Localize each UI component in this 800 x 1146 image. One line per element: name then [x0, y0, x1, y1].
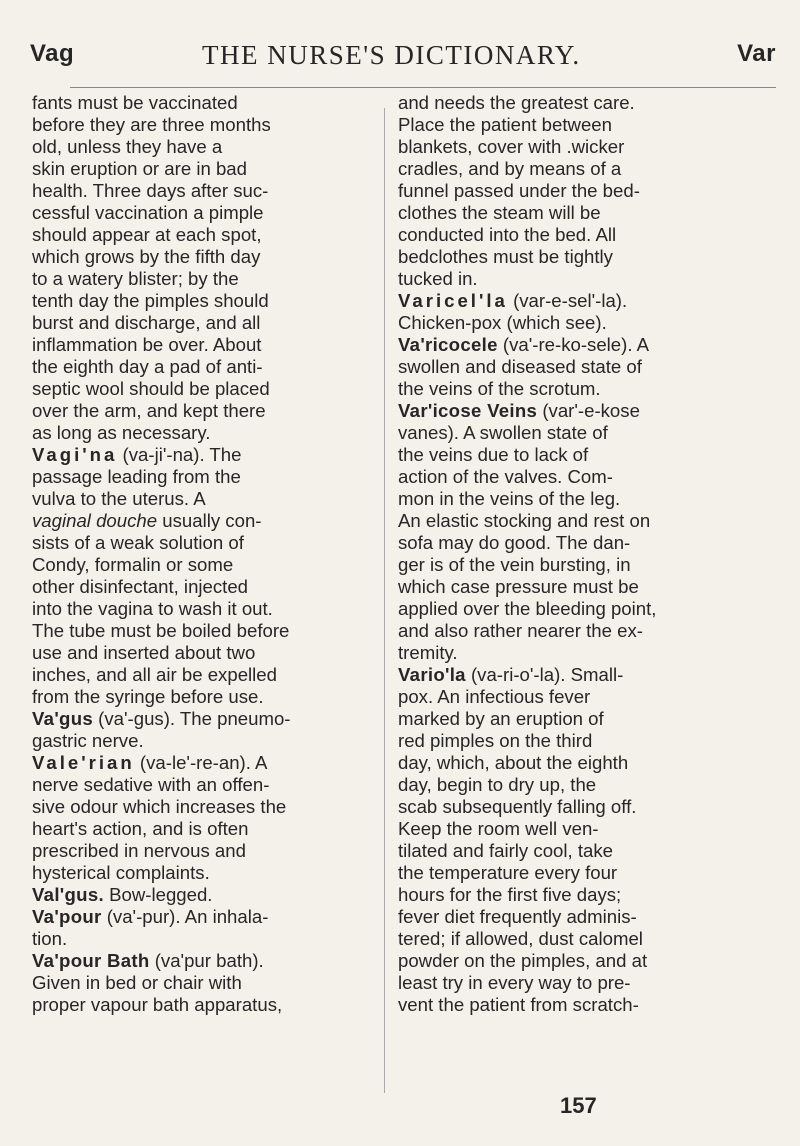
text-line [398, 840, 780, 862]
text-line [32, 730, 374, 752]
text-line [398, 752, 780, 774]
text-line [32, 268, 374, 290]
line-text: bedclothes must be tightly [398, 246, 613, 267]
text-line [32, 312, 374, 334]
line-text: the veins of the scrotum. [398, 378, 601, 399]
line-text: tered; if allowed, dust calomel [398, 928, 643, 949]
line-text: proper vapour bath apparatus, [32, 994, 283, 1015]
line-text: clothes the steam will be [398, 202, 601, 223]
line-text: tucked in. [398, 268, 478, 289]
line-text: which grows by the fifth day [32, 246, 261, 267]
text-line [398, 664, 780, 686]
line-text: sists of a weak solution of [32, 532, 244, 553]
page-number: 157 [560, 1093, 597, 1118]
line-text: over the arm, and kept there [32, 400, 266, 421]
text-line [398, 708, 780, 730]
line-text: cradles, and by means of a [398, 158, 622, 179]
line-text: powder on the pimples, and at [398, 950, 648, 971]
line-text: Place the patient between [398, 114, 612, 135]
line-text: mon in the veins of the leg. [398, 488, 621, 509]
text-line [32, 554, 374, 576]
line-text: burst and discharge, and all [32, 312, 261, 333]
text-line [398, 730, 780, 752]
column-divider [384, 108, 385, 1093]
line-text: (va'-re-ko-sele). A [497, 334, 650, 355]
line-text: vanes). A swollen state of [398, 422, 608, 443]
line-text: skin eruption or are in bad [32, 158, 247, 179]
line-text: the veins due to lack of [398, 444, 589, 465]
line-text: fever diet frequently adminis- [398, 906, 637, 927]
text-line [398, 466, 780, 488]
text-line [398, 224, 780, 246]
text-line [398, 906, 780, 928]
line-text: sofa may do good. The dan- [398, 532, 631, 553]
text-line [32, 422, 374, 444]
line-text: (va'pur bath). [149, 950, 264, 971]
line-text: health. Three days after suc- [32, 180, 269, 201]
line-text: Given in bed or chair with [32, 972, 242, 993]
text-line [32, 444, 374, 466]
running-header [30, 40, 776, 80]
line-text: passage leading from the [32, 466, 241, 487]
text-line [32, 158, 374, 180]
line-text: funnel passed under the bed- [398, 180, 640, 201]
text-line [398, 114, 780, 136]
left-column [32, 92, 374, 1016]
text-line [32, 136, 374, 158]
line-text: vulva to the uterus. A [32, 488, 206, 509]
text-line [398, 378, 780, 400]
line-text: least try in every way to pre- [398, 972, 631, 993]
line-text: ger is of the vein bursting, in [398, 554, 631, 575]
entry-headword: Var'icose Veins [398, 400, 538, 421]
text-line [398, 598, 780, 620]
text-line [398, 290, 780, 312]
line-text: usually con- [157, 510, 262, 531]
line-text: hysterical complaints. [32, 862, 210, 883]
line-text: conducted into the bed. All [398, 224, 617, 245]
line-text: blankets, cover with .wicker [398, 136, 625, 157]
text-line [398, 576, 780, 598]
line-text: day, begin to dry up, the [398, 774, 597, 795]
line-text: (va'-gus). The pneumo- [93, 708, 291, 729]
text-line [398, 246, 780, 268]
text-line [32, 246, 374, 268]
line-text: and needs the greatest care. [398, 92, 635, 113]
line-text: tilated and fairly cool, take [398, 840, 613, 861]
text-line [398, 400, 780, 422]
line-text: Bow-legged. [103, 884, 213, 905]
entry-headword: Val'gus. [32, 884, 104, 905]
text-line [32, 334, 374, 356]
line-text: as long as necessary. [32, 422, 211, 443]
line-text: The tube must be boiled before [32, 620, 290, 641]
entry-headword: Varicel'la [398, 290, 508, 311]
entry-headword: Va'pour Bath [32, 950, 150, 971]
entry-headword: Va'gus [32, 708, 93, 729]
text-line [398, 488, 780, 510]
text-line [398, 180, 780, 202]
line-text: from the syringe before use. [32, 686, 264, 707]
line-text: fants must be vaccinated [32, 92, 238, 113]
line-text: nerve sedative with an offen- [32, 774, 270, 795]
italic-term: vaginal douche [32, 510, 158, 531]
entry-headword: Va'ricocele [398, 334, 498, 355]
entry-headword: Va'pour [32, 906, 102, 927]
line-text: sive odour which increases the [32, 796, 287, 817]
text-line [32, 862, 374, 884]
text-line [32, 488, 374, 510]
line-text: gastric nerve. [32, 730, 144, 751]
line-text: (va-le'-re-an). A [134, 752, 268, 773]
line-text: into the vagina to wash it out. [32, 598, 273, 619]
text-line [398, 334, 780, 356]
text-line [32, 906, 374, 928]
text-line [398, 356, 780, 378]
text-line [32, 114, 374, 136]
text-line [32, 840, 374, 862]
text-line [398, 202, 780, 224]
line-text: Keep the room well ven- [398, 818, 599, 839]
line-text: the eighth day a pad of anti- [32, 356, 263, 377]
line-text: which case pressure must be [398, 576, 639, 597]
text-line [32, 202, 374, 224]
line-text: old, unless they have a [32, 136, 223, 157]
text-line [32, 400, 374, 422]
entry-headword: Vario'la [398, 664, 466, 685]
text-line [32, 642, 374, 664]
text-line [398, 444, 780, 466]
text-line [32, 972, 374, 994]
header-guide-word-right: Var [737, 40, 776, 67]
text-line [32, 774, 374, 796]
line-text: to a watery blister; by the [32, 268, 239, 289]
line-text: inches, and all air be expelled [32, 664, 277, 685]
line-text: red pimples on the third [398, 730, 593, 751]
text-line [398, 972, 780, 994]
line-text: inflammation be over. About [32, 334, 262, 355]
line-text: An elastic stocking and rest on [398, 510, 651, 531]
header-guide-word-left: Vag [30, 40, 75, 67]
text-line [398, 312, 780, 334]
line-text: tenth day the pimples should [32, 290, 269, 311]
text-line [32, 180, 374, 202]
right-column [398, 92, 780, 1016]
text-line [32, 994, 374, 1016]
line-text: other disinfectant, injected [32, 576, 249, 597]
line-text: day, which, about the eighth [398, 752, 629, 773]
text-line [32, 576, 374, 598]
line-text: tion. [32, 928, 68, 949]
text-line [32, 510, 374, 532]
entry-headword: Vale'rian [32, 752, 135, 773]
line-text: Chicken-pox (which see). [398, 312, 607, 333]
header-title: THE NURSE'S DICTIONARY. [202, 40, 581, 70]
line-text: (var'-e-kose [537, 400, 640, 421]
line-text: action of the valves. Com- [398, 466, 613, 487]
text-line [32, 752, 374, 774]
text-line [32, 796, 374, 818]
text-line [398, 136, 780, 158]
text-line [32, 708, 374, 730]
text-line [32, 928, 374, 950]
line-text: and also rather nearer the ex- [398, 620, 643, 641]
line-text: (var-e-sel'-la). [507, 290, 628, 311]
text-line [398, 92, 780, 114]
line-text: scab subsequently falling off. [398, 796, 637, 817]
line-text: swollen and diseased state of [398, 356, 642, 377]
line-text: use and inserted about two [32, 642, 256, 663]
text-line [32, 686, 374, 708]
text-line [398, 686, 780, 708]
line-text: Condy, formalin or some [32, 554, 234, 575]
header-rule [70, 87, 776, 88]
line-text: applied over the bleeding point, [398, 598, 657, 619]
text-line [32, 818, 374, 840]
text-line [398, 620, 780, 642]
text-line [398, 532, 780, 554]
line-text: prescribed in nervous and [32, 840, 246, 861]
line-text: (va'-pur). An inhala- [101, 906, 269, 927]
text-line [398, 774, 780, 796]
text-line [32, 598, 374, 620]
text-line [398, 422, 780, 444]
text-line [32, 532, 374, 554]
line-text: pox. An infectious fever [398, 686, 591, 707]
text-line [398, 994, 780, 1016]
line-text: vent the patient from scratch- [398, 994, 639, 1015]
text-line [398, 862, 780, 884]
text-line [32, 378, 374, 400]
text-line [398, 642, 780, 664]
text-line [32, 884, 374, 906]
text-line [32, 290, 374, 312]
entry-headword: Vagi'na [32, 444, 118, 465]
text-line [398, 510, 780, 532]
line-text: tremity. [398, 642, 458, 663]
text-line [398, 950, 780, 972]
text-line [398, 928, 780, 950]
line-text: the temperature every four [398, 862, 618, 883]
text-line [32, 466, 374, 488]
line-text: hours for the first five days; [398, 884, 622, 905]
text-line [398, 818, 780, 840]
line-text: before they are three months [32, 114, 271, 135]
text-line [398, 158, 780, 180]
text-line [398, 796, 780, 818]
line-text: (va-ji'-na). The [117, 444, 242, 465]
line-text: cessful vaccination a pimple [32, 202, 264, 223]
text-line [32, 620, 374, 642]
line-text: (va-ri-o'-la). Small- [465, 664, 624, 685]
text-line [398, 554, 780, 576]
line-text: marked by an eruption of [398, 708, 604, 729]
text-line [398, 884, 780, 906]
line-text: heart's action, and is often [32, 818, 249, 839]
text-line [32, 950, 374, 972]
line-text: septic wool should be placed [32, 378, 270, 399]
line-text: should appear at each spot, [32, 224, 262, 245]
text-line [32, 356, 374, 378]
text-line [398, 268, 780, 290]
text-line [32, 92, 374, 114]
text-line [32, 664, 374, 686]
text-line [32, 224, 374, 246]
